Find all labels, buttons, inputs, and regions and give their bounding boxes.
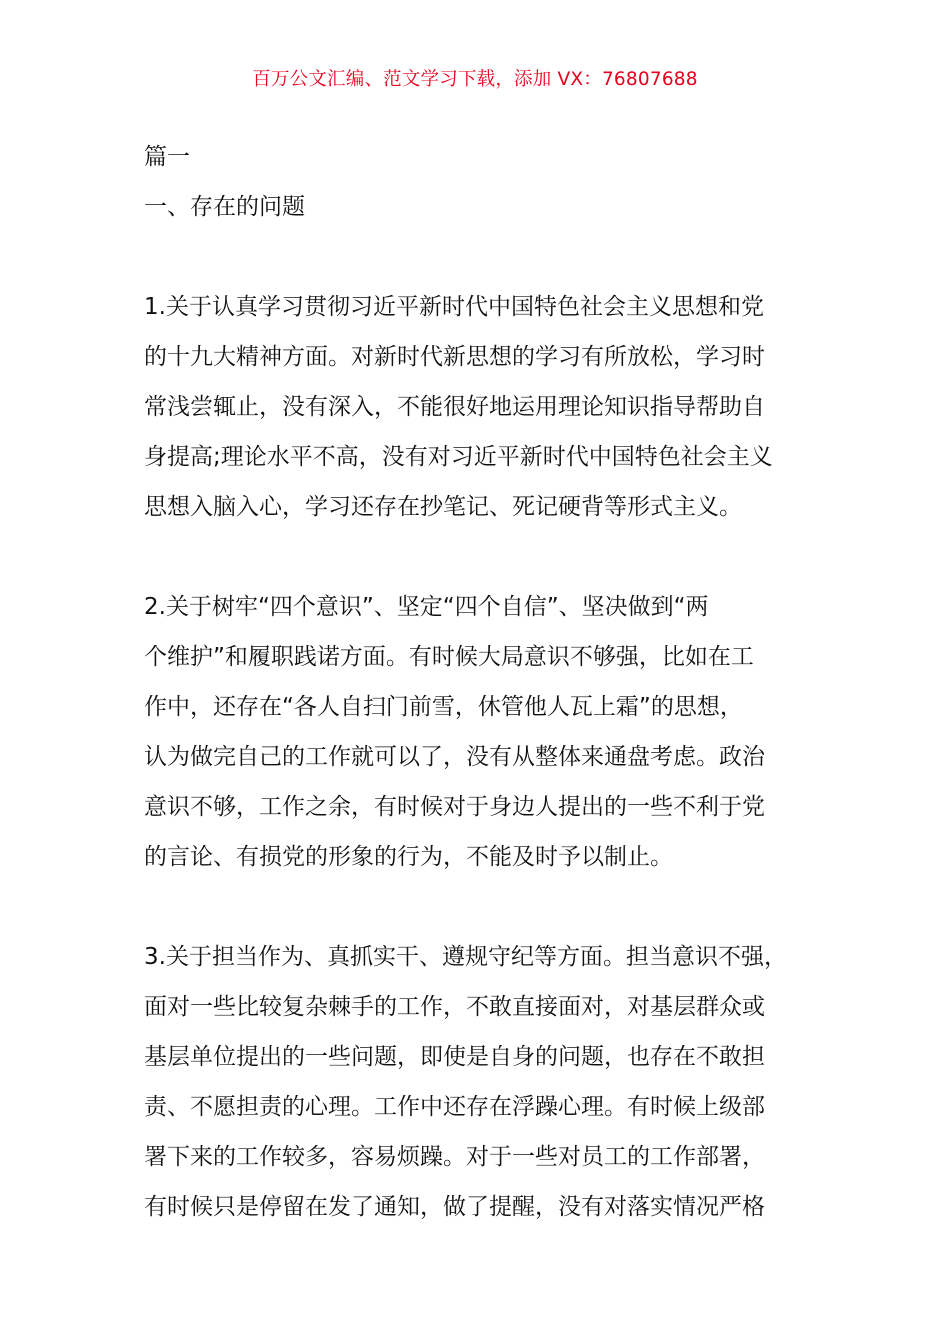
paragraph-line: 2.关于树牢“四个意识”、坚定“四个自信”、坚决做到“两 bbox=[144, 594, 709, 620]
paragraph-line: 责、不愿担责的心理。工作中还存在浮躁心理。有时候上级部 bbox=[144, 1094, 765, 1120]
paragraph-2 bbox=[144, 582, 834, 882]
paragraph-line: 的十九大精神方面。对新时代新思想的学习有所放松，学习时 bbox=[144, 344, 765, 370]
paragraph-line: 的言论、有损党的形象的行为，不能及时予以制止。 bbox=[144, 844, 673, 870]
paragraph-line: 有时候只是停留在发了通知，做了提醒，没有对落实情况严格 bbox=[144, 1194, 765, 1220]
section-heading: 一、存在的问题 bbox=[144, 194, 305, 220]
paragraph-line: 思想入脑入心，学习还存在抄笔记、死记硬背等形式主义。 bbox=[144, 494, 742, 520]
watermark-banner: 百万公文汇编、范文学习下载，添加 VX：76807688 bbox=[252, 69, 698, 90]
paragraph-line: 基层单位提出的一些问题，即使是自身的问题，也存在不敢担 bbox=[144, 1044, 765, 1070]
paragraph-line: 面对一些比较复杂棘手的工作，不敢直接面对，对基层群众或 bbox=[144, 994, 765, 1020]
paragraph-line: 身提高;理论水平不高，没有对习近平新时代中国特色社会主义 bbox=[144, 444, 773, 470]
paragraph-1 bbox=[144, 282, 834, 532]
paragraph-line: 3.关于担当作为、真抓实干、遵规守纪等方面。担当意识不强， bbox=[144, 944, 787, 970]
paragraph-line: 个维护”和履职践诺方面。有时候大局意识不够强，比如在工 bbox=[144, 644, 754, 670]
paragraph-line: 意识不够，工作之余，有时候对于身边人提出的一些不利于党 bbox=[144, 794, 765, 820]
paragraph-line: 认为做完自己的工作就可以了，没有从整体来通盘考虑。政治 bbox=[144, 744, 765, 770]
paragraph-line: 作中，还存在“各人自扫门前雪，休管他人瓦上霜”的思想， bbox=[144, 694, 743, 720]
paragraph-line: 常浅尝辄止，没有深入，不能很好地运用理论知识指导帮助自 bbox=[144, 394, 765, 420]
paragraph-3 bbox=[144, 932, 834, 1232]
document-body bbox=[144, 132, 834, 1232]
section-title: 篇一 bbox=[144, 144, 190, 170]
paragraph-line: 1.关于认真学习贯彻习近平新时代中国特色社会主义思想和党 bbox=[144, 294, 764, 320]
paragraph-line: 署下来的工作较多，容易烦躁。对于一些对员工的工作部署， bbox=[144, 1144, 765, 1170]
